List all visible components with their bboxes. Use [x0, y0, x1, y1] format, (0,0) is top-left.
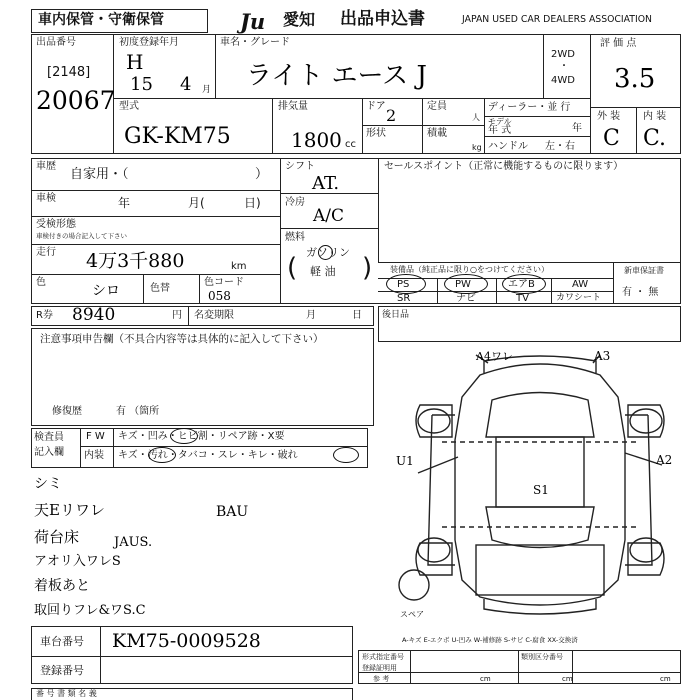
- shift-label: シフト: [285, 161, 315, 172]
- shape-label: 形状: [366, 128, 386, 139]
- inspector-code: JAUS.: [114, 535, 153, 550]
- chassis-label: 車台番号: [40, 635, 84, 648]
- rear-items-block: [378, 306, 681, 342]
- inspection-label: 車検: [36, 193, 56, 204]
- ac-value: A/C: [313, 206, 345, 226]
- inspection-month: 月(: [188, 196, 205, 210]
- color-value: シロ: [92, 283, 120, 299]
- registration-number-label: 登録番号: [40, 664, 84, 677]
- fuel-option-diesel: 軽 油: [310, 265, 336, 278]
- dealer-label: ディーラー・並 行: [488, 102, 571, 113]
- inspector-label-1: 検査員: [34, 432, 64, 443]
- load-unit: kg: [472, 143, 482, 152]
- listing-number-label: 出品番号: [36, 37, 76, 48]
- model-year-label-1: モデル: [488, 117, 512, 126]
- equipment-ps-circle: [386, 274, 426, 294]
- inspector-fw-label: F W: [86, 431, 105, 442]
- rear-items-label: 後日品: [382, 310, 410, 320]
- handwritten-note: シミ: [34, 476, 62, 492]
- equipment-seat: カワシート: [556, 293, 602, 303]
- inspector-fw-circle: [170, 428, 198, 444]
- inspector-fw-items: キズ・凹み・ヒビ割・リペア跡・X要: [118, 431, 285, 442]
- registration-label: 初度登録年月: [119, 37, 179, 48]
- registration-era: H: [126, 50, 144, 74]
- equipment-pw: PW: [455, 279, 471, 290]
- drive-dot: ・: [559, 61, 569, 72]
- fuel-paren-right: ): [362, 253, 373, 283]
- damage-mark: A3: [594, 349, 611, 363]
- model-label: 型式: [119, 101, 139, 112]
- color-code-label: 色コード: [204, 277, 244, 288]
- fuel-option-gasoline: ガソリン: [306, 246, 350, 259]
- doors-value: 2: [386, 106, 397, 125]
- footer-text: 番 号 書 類 名 義: [36, 689, 97, 698]
- chassis-value: KM75-0009528: [112, 630, 261, 652]
- equipment-sr: SR: [397, 293, 411, 304]
- inspector-label-2: 記入欄: [34, 447, 64, 458]
- load-label: 積載: [427, 128, 447, 139]
- cert-form-label: 形式指定番号: [362, 653, 404, 661]
- model-year-label-2: 年 式: [488, 125, 512, 136]
- name-change-day: 日: [352, 310, 362, 321]
- shift-value: AT.: [312, 173, 340, 194]
- cert-ref-label: 登録証明用: [362, 664, 397, 672]
- name-change-label: 名変期限: [194, 310, 234, 321]
- damage-mark: U1: [396, 454, 414, 468]
- cert-block: [358, 650, 681, 684]
- attention-label: 注意事項申告欄（不具合内容等は具体的に記入して下さい）: [40, 333, 324, 345]
- rating-score: 3.5: [614, 64, 656, 94]
- car-damage-diagram: [380, 345, 680, 625]
- model-year-unit: 年: [572, 123, 582, 134]
- cert-class-label: 類別区分番号: [521, 653, 563, 661]
- cert-cm-unit: cm: [480, 675, 491, 683]
- recycle-unit: 円: [172, 310, 182, 321]
- rating-interior: C.: [643, 126, 667, 151]
- handle-label: ハンドル: [488, 141, 528, 152]
- new-car-warranty-label: 新車保証書: [624, 266, 664, 275]
- selling-points-label: セールスポイント（正常に機能するものに限ります）: [384, 161, 624, 172]
- handwritten-note: 荷台床: [34, 528, 80, 546]
- capacity-label: 定員: [427, 101, 447, 112]
- equipment-tv: TV: [516, 293, 529, 304]
- cert-cm-unit: cm: [562, 675, 573, 683]
- inspector-interior-circle-2: [333, 447, 359, 463]
- repair-value: 有 （箇所: [116, 406, 160, 417]
- color-code-value: 058: [208, 289, 231, 303]
- color-label: 色: [36, 277, 46, 288]
- registration-year: 15: [130, 74, 153, 95]
- listing-bracket-code: [2148]: [47, 65, 91, 80]
- ju-logo: [240, 9, 265, 34]
- displacement-unit: cc: [345, 139, 356, 150]
- car-name-label: 車名・グレード: [220, 37, 290, 48]
- fuel-label: 燃料: [285, 232, 305, 243]
- cert-cm-unit: cm: [660, 675, 671, 683]
- equipment-ps: PS: [397, 279, 410, 290]
- equipment-aw: AW: [572, 279, 589, 290]
- mileage-value: 4万3千880: [86, 250, 185, 272]
- equipment-navi: ナビ: [456, 293, 476, 304]
- equipment-airbag: エアB: [508, 279, 535, 290]
- rating-exterior-label: 外 装: [597, 111, 621, 122]
- model-value: GK-KM75: [124, 124, 231, 149]
- sign-label: 受検形態: [36, 219, 76, 230]
- registration-month-unit: 月: [202, 85, 212, 95]
- spare-label: スペア: [400, 610, 424, 619]
- sign-note: 車検付きの場合記入して下さい: [36, 232, 127, 240]
- fuel-paren-left: (: [287, 253, 298, 283]
- usage-value: 自家用・（: [70, 167, 129, 182]
- inspection-day: 日): [244, 196, 261, 210]
- rating-interior-label: 内 装: [643, 111, 667, 122]
- inspector-interior-circle-1: [148, 447, 176, 463]
- drive-2wd: 2WD: [551, 49, 575, 60]
- cert-reference-label: 参 考: [373, 675, 390, 683]
- displacement-label: 排気量: [278, 101, 308, 112]
- usage-close: ）: [255, 167, 269, 182]
- ju-logo-mark: Ju: [240, 9, 266, 34]
- handwritten-note: 天Eリワレ: [34, 501, 105, 519]
- handwritten-note: 取回りフレ&ワS.C: [34, 603, 146, 618]
- inspector-note: BAU: [216, 504, 249, 520]
- color-change-label: 色替: [150, 283, 170, 294]
- drive-4wd: 4WD: [551, 75, 575, 86]
- mileage-unit: km: [231, 261, 247, 272]
- damage-mark: S1: [533, 483, 549, 497]
- ac-label: 冷房: [285, 197, 305, 208]
- capacity-unit: 人: [472, 113, 480, 122]
- inspector-interior-label: 内装: [84, 450, 104, 461]
- rating-exterior: C: [603, 126, 620, 151]
- name-change-month: 月: [306, 310, 316, 321]
- inspector-interior-items: キズ・汚れ・タバコ・スレ・キレ・破れ: [118, 450, 298, 461]
- recycle-label: R券: [36, 310, 53, 321]
- car-name: ライト エース J: [246, 61, 427, 91]
- handwritten-note: 着板あと: [34, 578, 90, 594]
- rating-label: 評 価 点: [600, 38, 637, 49]
- doors-label: ドア: [366, 101, 386, 112]
- handwritten-note: アオリ入ワレS: [34, 554, 121, 569]
- registration-month: 4: [180, 74, 192, 95]
- damage-legend: A-キズ E-エクボ U-凹み W-補修跡 S-サビ C-腐食 XX-交換済: [402, 636, 578, 644]
- displacement-value: 1800: [291, 128, 342, 152]
- mileage-label: 走行: [36, 247, 56, 258]
- association-name: JAPAN USED CAR DEALERS ASSOCIATION: [462, 14, 652, 25]
- storage-label: 車内保管・守衛保管: [38, 12, 164, 28]
- fuel-selected-circle: [318, 245, 333, 260]
- listing-number: 20067: [36, 86, 116, 115]
- inspection-year: 年: [118, 196, 131, 210]
- damage-mark: A4ワレ: [476, 350, 513, 363]
- equipment-airbag-circle: [502, 274, 546, 294]
- repair-label: 修復歴: [52, 406, 82, 417]
- form-title: 出品申込書: [340, 9, 425, 29]
- recycle-value: 8940: [72, 305, 116, 325]
- equipment-label: 装備品（純正品に限り○をつけてください）: [390, 265, 549, 274]
- handle-options: 左・右: [545, 141, 575, 152]
- new-car-warranty-options: 有 ・ 無: [622, 287, 659, 298]
- equipment-pw-circle: [444, 274, 488, 294]
- damage-mark: A2: [656, 453, 673, 467]
- logo-region: 愛知: [283, 10, 316, 29]
- usage-label: 車歴: [36, 161, 56, 172]
